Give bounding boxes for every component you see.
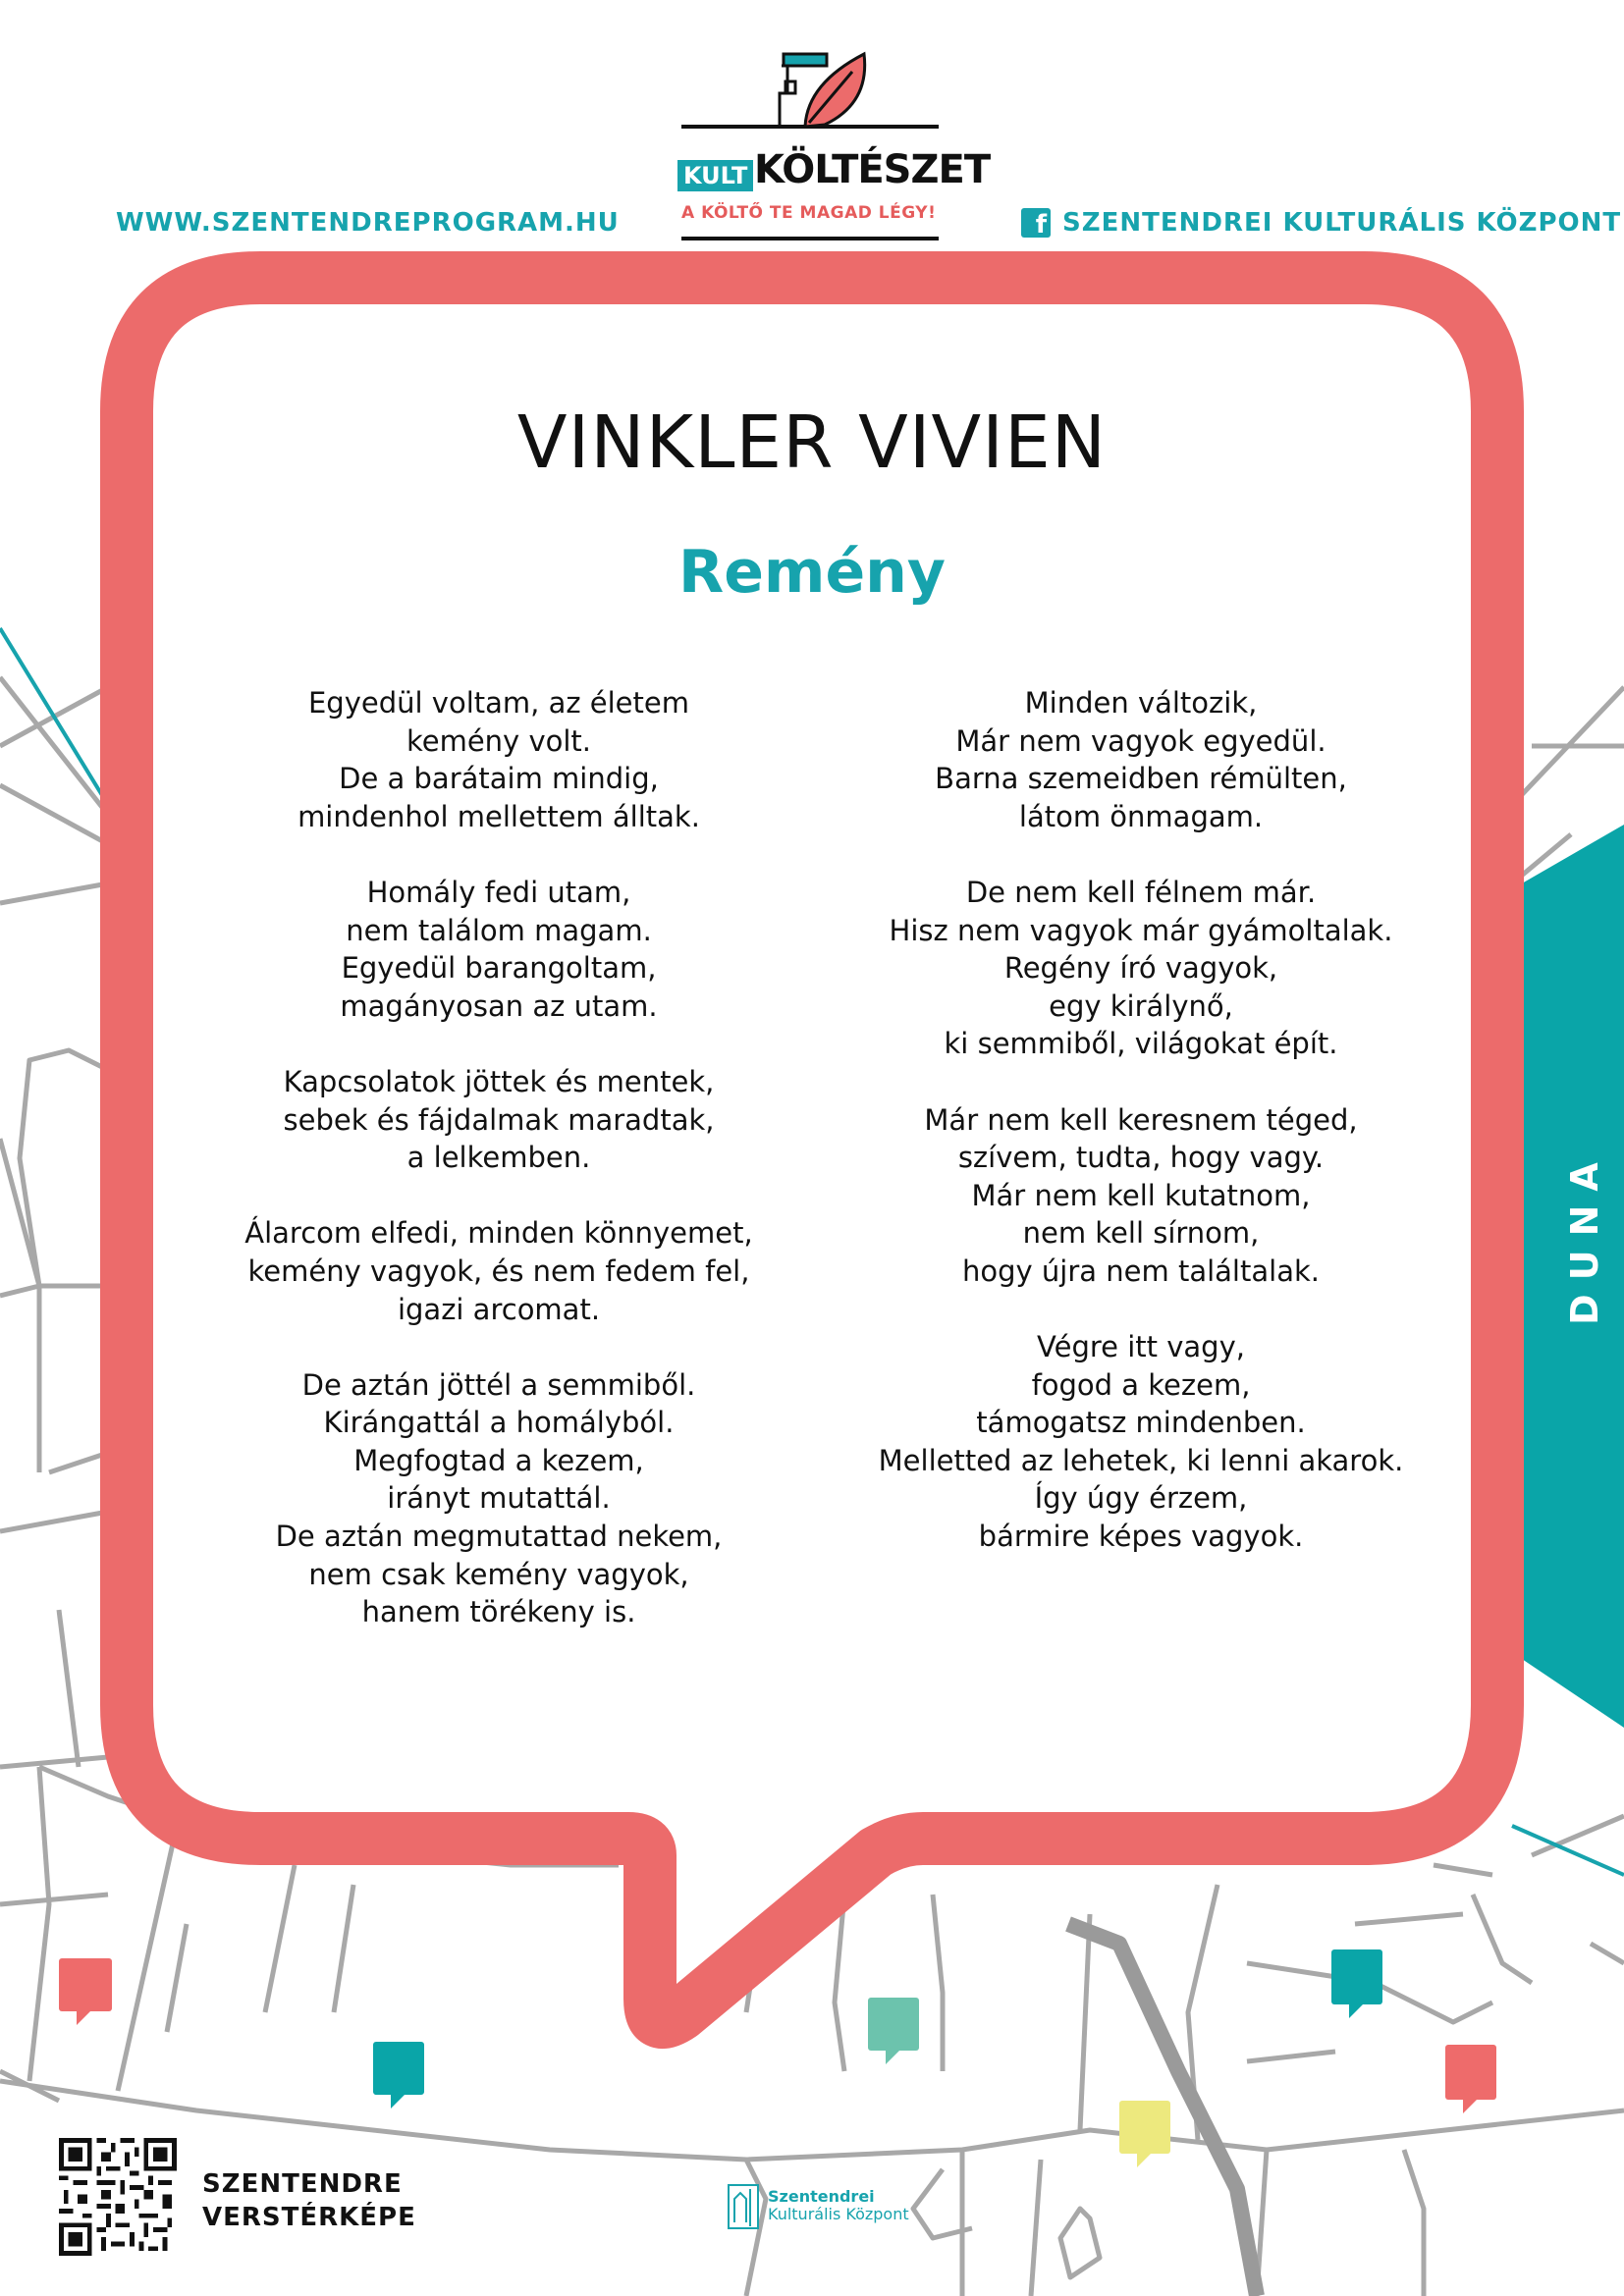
cultural-center-mark-icon xyxy=(727,2179,760,2232)
poem-line: hogy újra nem találtalak. xyxy=(962,1254,1320,1288)
cultural-center-line1: Szentendrei xyxy=(768,2187,875,2206)
poem-line: sebek és fájdalmak maradtak, xyxy=(283,1102,715,1137)
verse-map-line1: SZENTENDRE xyxy=(202,2169,403,2199)
poem-line: Már nem kell kutatnom, xyxy=(971,1178,1311,1212)
poem-column-left xyxy=(204,684,793,1669)
poem-line: Már nem kell keresnem téged, xyxy=(924,1102,1358,1137)
poem-line: bármire képes vagyok. xyxy=(978,1520,1304,1554)
stanza xyxy=(204,1063,793,1177)
verse-map-label xyxy=(202,2167,416,2234)
poem-line: De aztán megmutattad nekem, xyxy=(275,1520,723,1554)
poem-line: Regény író vagyok, xyxy=(1003,951,1278,986)
poem-line: irányt mutattál. xyxy=(387,1481,611,1516)
poem-line: támogatsz mindenben. xyxy=(976,1406,1306,1440)
poem-line: a lelkemben. xyxy=(406,1141,591,1175)
poem-line: Barna szemeidben rémülten, xyxy=(935,762,1347,796)
poem-line: látom önmagam. xyxy=(1018,799,1264,833)
poem-line: Végre itt vagy, xyxy=(1037,1330,1245,1364)
poem-line: Homály fedi utam, xyxy=(366,875,631,909)
poem-line: szívem, tudta, hogy vagy. xyxy=(957,1141,1325,1175)
stanza xyxy=(204,684,793,835)
facebook-icon: f xyxy=(1021,208,1051,238)
poem-line: nem találom magam. xyxy=(346,913,652,947)
poem-line: Egyedül barangoltam, xyxy=(341,951,657,986)
website-link[interactable]: WWW.SZENTENDREPROGRAM.HU xyxy=(116,208,620,238)
poem-line: Kirángattál a homályból. xyxy=(323,1406,675,1440)
poem-line: hanem törékeny is. xyxy=(361,1595,636,1629)
poem-line: magányosan az utam. xyxy=(340,988,658,1023)
poem-line: Minden változik, xyxy=(1024,686,1258,720)
facebook-link[interactable] xyxy=(1021,208,1621,238)
chat-marker-mint xyxy=(868,1998,919,2064)
poem-column-right xyxy=(846,684,1435,1593)
poem-line: nem csak kemény vagyok, xyxy=(308,1557,689,1591)
poem-line: fogod a kezem, xyxy=(1031,1367,1251,1402)
poem-line: Már nem vagyok egyedül. xyxy=(955,723,1326,758)
chat-marker-coral-left xyxy=(59,1958,112,2025)
poem-line: Hisz nem vagyok már gyámoltalak. xyxy=(889,913,1393,947)
stanza xyxy=(846,874,1435,1063)
kult-kolteszet-logo xyxy=(677,44,991,250)
chat-marker-yellow xyxy=(1119,2101,1170,2167)
logo-title: KÖLTÉSZET xyxy=(754,147,991,192)
stanza xyxy=(846,1101,1435,1291)
poem-title: Remény xyxy=(678,538,946,607)
river-label-duna: DUNA xyxy=(1563,1148,1606,1325)
cultural-center-logo xyxy=(727,2179,909,2232)
poem-line: Megfogtad a kezem, xyxy=(353,1443,644,1477)
poem-line: De a barátaim mindig, xyxy=(339,762,659,796)
chat-marker-teal-left xyxy=(373,2042,424,2109)
poem-line: Így úgy érzem, xyxy=(1034,1481,1248,1516)
verse-map-line2: VERSTÉRKÉPE xyxy=(202,2203,416,2232)
stanza xyxy=(846,684,1435,835)
qr-code-icon[interactable] xyxy=(59,2138,177,2256)
chat-marker-coral-right xyxy=(1445,2045,1496,2113)
house-feather-icon xyxy=(677,44,943,152)
stanza xyxy=(204,1214,793,1328)
logo-tagline: A KÖLTŐ TE MAGAD LÉGY! xyxy=(681,203,937,223)
logo-kult-badge: KULT xyxy=(677,160,753,191)
poem-line: kemény volt. xyxy=(406,723,591,758)
poem-line: De aztán jöttél a semmiből. xyxy=(301,1367,696,1402)
poem-line: nem kell sírnom, xyxy=(1022,1216,1260,1251)
cultural-center-line2: Kulturális Központ xyxy=(768,2205,909,2223)
stanza xyxy=(846,1328,1435,1556)
poem-line: kemény vagyok, és nem fedem fel, xyxy=(247,1254,750,1288)
facebook-label: SZENTENDREI KULTURÁLIS KÖZPONT xyxy=(1062,208,1622,238)
poem-line: Melletted az lehetek, ki lenni akarok. xyxy=(878,1443,1404,1477)
poem-line: egy királynő, xyxy=(1049,988,1233,1023)
stanza xyxy=(204,874,793,1025)
stanza xyxy=(204,1366,793,1631)
poem-line: ki semmiből, világokat épít. xyxy=(944,1027,1338,1061)
poem-line: De nem kell félnem már. xyxy=(965,875,1317,909)
poem-line: Álarcom elfedi, minden könnyemet, xyxy=(244,1216,753,1251)
poem-line: Kapcsolatok jöttek és mentek, xyxy=(283,1064,715,1098)
poem-line: igazi arcomat. xyxy=(397,1292,601,1326)
poem-line: mindenhol mellettem álltak. xyxy=(298,799,700,833)
poem-line: Egyedül voltam, az életem xyxy=(307,686,689,720)
chat-marker-teal-right xyxy=(1331,1949,1382,2018)
logo-underline xyxy=(681,237,939,240)
poem-author: VINKLER VIVIEN xyxy=(516,400,1108,485)
